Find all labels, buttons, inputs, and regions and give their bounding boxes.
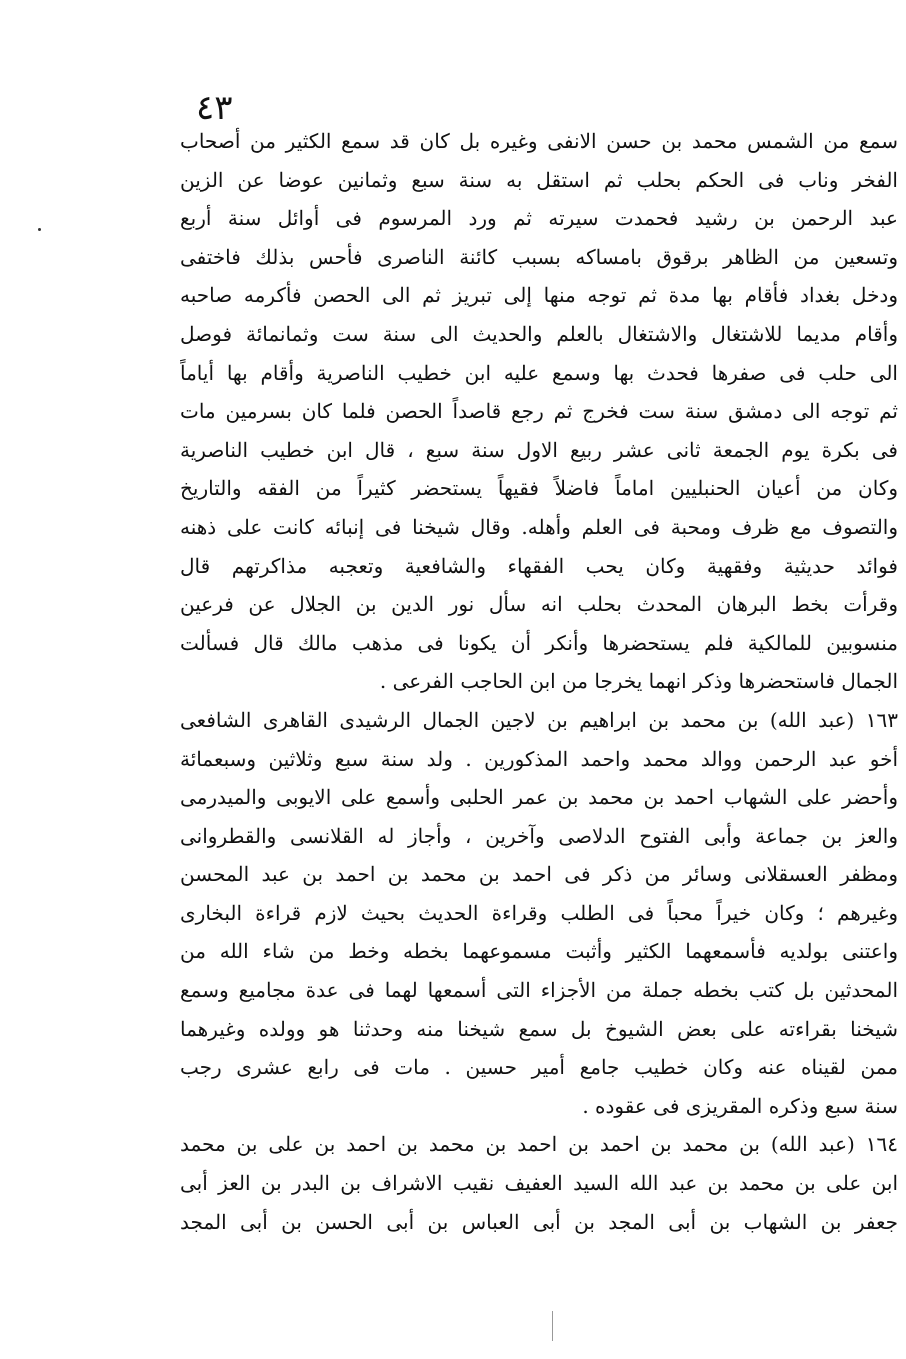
text-line: الى حلب فى صفرها فحدث بها وسمع عليه ابن خطيب الناصرية وأقام بها أياماً: [180, 360, 898, 385]
text-line: والتصوف مع ظرف ومحبة فى العلم وأهله. وقال شيخنا فى إنبائه كانت على ذهنه: [180, 514, 898, 539]
text-line: ثم توجه الى دمشق سنة ست فخرج ثم رجع قاصداً الحصن فلما كان بسرمين مات: [180, 399, 898, 424]
text-line: فى بكرة يوم الجمعة ثانى عشر ربيع الاول سنة سبع ، قال ابن خطيب الناصرية: [180, 437, 898, 462]
text-line: ودخل بغداد فأقام بها مدة ثم توجه منها إلى تبريز ثم الى الحصن فأكرمه صاحبه: [180, 283, 898, 308]
page-number: ٤٣: [196, 88, 233, 128]
text-line: منسوبين للمالكية فلم يستحضرها وأنكر أن يكونا فى مذهب مالك قال فسألت: [180, 630, 898, 655]
text-line: فوائد حديثية وفقهية وكان يحب الفقهاء والشافعية وتعجبه مذاكرتهم قال: [180, 553, 898, 578]
text-line: شيخنا بقراءته على بعض الشيوخ بل سمع شيخنا منه وحدثنا هو وولده وغيرهما: [180, 1016, 898, 1041]
text-line: عبد الرحمن بن رشيد فحمدت سيرته ثم ورد المرسوم فى أوائل سنة أربع: [180, 206, 898, 231]
page-body-text: [180, 122, 898, 1241]
entry-heading-line: ١٦٤ (عبد الله) بن محمد بن احمد بن احمد بن محمد بن احمد بن على بن محمد: [180, 1132, 898, 1157]
text-line: وتسعين من الظاهر برقوق بامساكه بسبب كائنة الناصرى فأحس بذلك فاختفى: [180, 244, 898, 269]
text-line: المحدثين بل كتب بخطه جملة من الأجزاء التى أسمعها لهما فى عدة مجاميع وسمع: [180, 978, 898, 1003]
text-line: أخو عبد الرحمن ووالد محمد واحمد المذكورين . ولد سنة سبع وثلاثين وسبعمائة: [180, 746, 898, 771]
text-line: جعفر بن الشهاب بن أبى المجد بن أبى العباس بن أبى الحسن بن أبى المجد: [180, 1209, 898, 1234]
text-line: وأقام مديما للاشتغال والاشتغال بالعلم والحديث الى سنة ست وثمانمائة فوصل: [180, 321, 898, 346]
text-line: وقرأت بخط البرهان المحدث بحلب انه سأل نور الدين بن الجلال عن فرعين: [180, 592, 898, 617]
text-line: وأحضر على الشهاب احمد بن محمد بن عمر الحلبى وأسمع على الايوبى والميدرمى: [180, 785, 898, 810]
text-line: ابن على بن محمد بن عبد الله السيد العفيف نقيب الاشراف بن البدر بن العز أبى: [180, 1171, 898, 1196]
text-line: سنة سبع وذكره المقريزى فى عقوده .: [582, 1093, 898, 1118]
text-line: واعتنى بولديه فأسمعهما الكثير وأثبت مسموعهما بخطه وخط من شاء الله من: [180, 939, 898, 964]
text-line: ممن لقيناه عنه وكان خطيب جامع أمير حسين . مات فى رابع عشرى رجب: [180, 1055, 898, 1080]
text-line: وغيرهم ؛ وكان خيراً محباً فى الطلب وقراءة الحديث بحيث لازم قراءة البخارى: [180, 900, 898, 925]
text-line: سمع من الشمس محمد بن حسن الانفى وغيره بل كان قد سمع الكثير من أصحاب: [180, 129, 898, 153]
stray-mark: [38, 228, 41, 231]
text-line: الجمال فاستحضرها وذكر انهما يخرجا من ابن الحاجب الفرعى .: [379, 669, 898, 694]
text-line: وكان من أعيان الحنبليين اماماً فاضلاً فقيهاً يستحضر كثيراً من الفقه والتاريخ: [180, 476, 898, 501]
entry-heading-line: ١٦٣ (عبد الله) بن محمد بن ابراهيم بن لاجين الجمال الرشيدى القاهرى الشافعى: [180, 707, 898, 732]
text-line: الفخر وناب فى الحكم بحلب ثم استقل به سنة سبع وثمانين عوضا عن الزين: [180, 167, 898, 192]
bottom-mark: [552, 1311, 553, 1341]
text-line: ومظفر العسقلانى وسائر من ذكر فى احمد بن محمد بن احمد بن عبد المحسن: [180, 862, 898, 887]
text-line: والعز بن جماعة وأبى الفتوح الدلاصى وآخرين ، وأجاز له القلانسى والقطروانى: [180, 823, 898, 848]
